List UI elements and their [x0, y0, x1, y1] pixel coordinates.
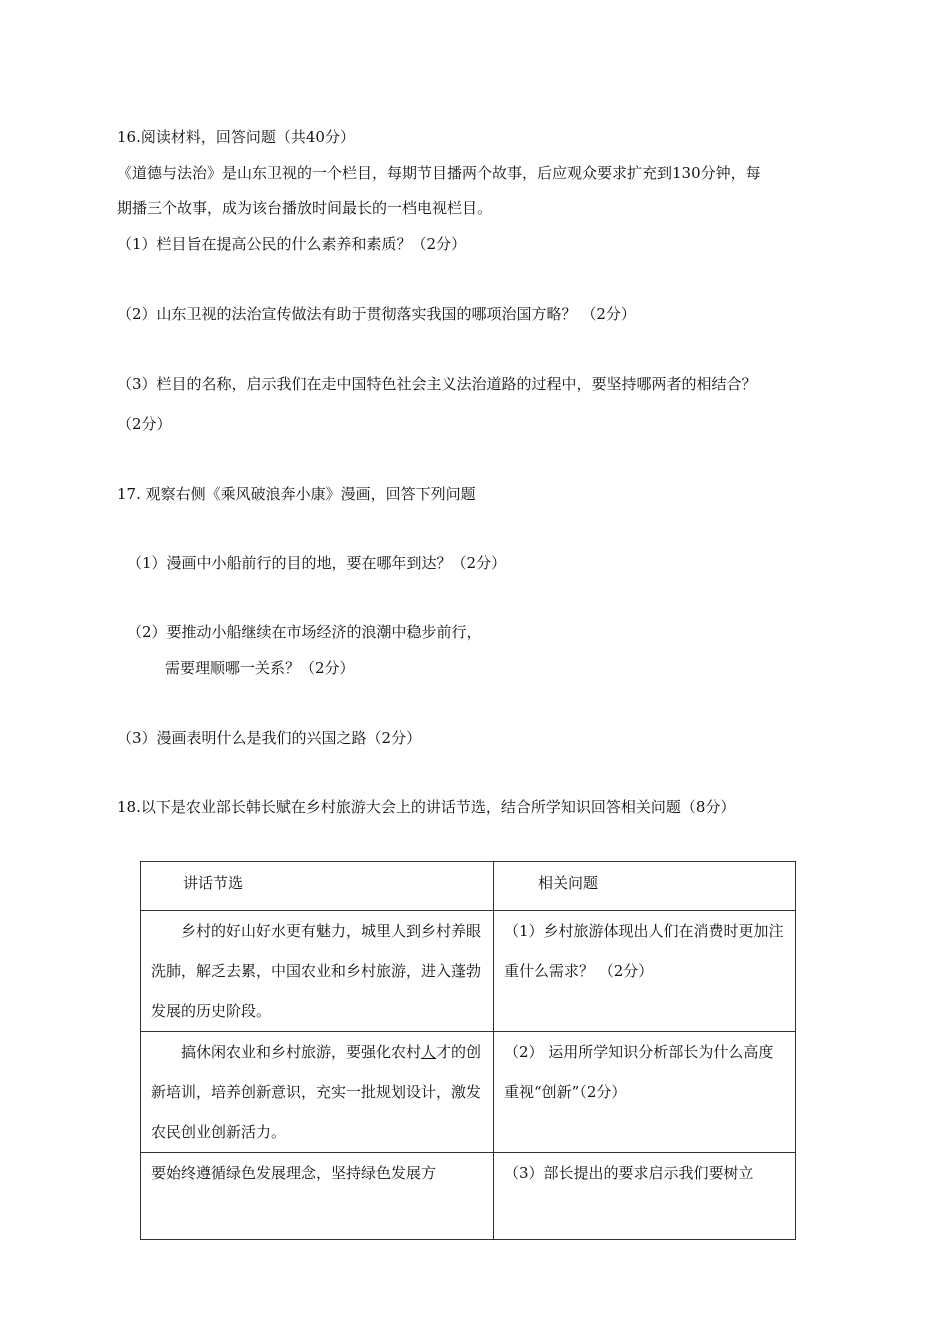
q18-title: 18.以下是农业部长韩长赋在乡村旅游大会上的讲话节选，结合所学知识回答相关问题（8分）: [117, 798, 736, 816]
q16-sub2: （2）山东卫视的法治宣传做法有助于贯彻落实我国的哪项治国方略？ （2分）: [117, 305, 636, 323]
speech-text-part2: 才的创新培训，培养创新意识，充实一批规划设计，激发农民创业创新活力。: [151, 1043, 482, 1141]
table-cell-question: （1）乡村旅游体现出人们在消费时更加注重什么需求？ （2分）: [494, 911, 796, 1032]
table-row: [141, 1153, 796, 1240]
table-cell-speech: 乡村的好山好水更有魅力，城里人到乡村养眼洗肺，解乏去累，中国农业和乡村旅游，进入蓬勃发展的历史阶段。: [141, 911, 494, 1032]
table-row: [141, 1032, 796, 1153]
speech-text-underlined: 人: [421, 1043, 437, 1061]
table-row: [141, 911, 796, 1032]
table-cell-speech: 要始终遵循绿色发展理念，坚持绿色发展方: [141, 1153, 494, 1240]
q18-table: [140, 861, 796, 1240]
table-cell-question: （2） 运用所学知识分析部长为什么高度重视“创新”（2分）: [494, 1032, 796, 1153]
table-header-left: [141, 862, 494, 911]
q16-sub1: （1）栏目旨在提高公民的什么素养和素质？（2分）: [117, 235, 467, 253]
q17-sub2-line2: 需要理顺哪一关系？（2分）: [165, 659, 355, 677]
table-header-right: [494, 862, 796, 911]
q16-sub3-line2: （2分）: [117, 415, 172, 433]
header-right-label: 相关问题: [538, 874, 599, 892]
table-cell-question: （3）部长提出的要求启示我们要树立: [494, 1153, 796, 1240]
speech-text-part1: 搞休闲农业和乡村旅游，要强化农村: [181, 1043, 422, 1061]
q16-material-line2: 期播三个故事，成为该台播放时间最长的一档电视栏目。: [117, 199, 493, 217]
q17-sub1: （1）漫画中小船前行的目的地，要在哪年到达？（2分）: [127, 554, 507, 572]
q17-title: 17. 观察右侧《乘风破浪奔小康》漫画，回答下列问题: [117, 485, 476, 503]
q16-title: 16.阅读材料，回答问题（共40分）: [117, 128, 355, 146]
q17-sub3: （3）漫画表明什么是我们的兴国之路（2分）: [117, 729, 422, 747]
header-left-label: 讲话节选: [183, 874, 244, 892]
q16-material-line1: 《道德与法治》是山东卫视的一个栏目，每期节目播两个故事，后应观众要求扩充到130分钟，每: [117, 164, 761, 182]
table-header-row: [141, 862, 796, 911]
table-cell-speech: [141, 1032, 494, 1153]
q16-sub3-line1: （3）栏目的名称，启示我们在走中国特色社会主义法治道路的过程中，要坚持哪两者的相结合？: [117, 375, 757, 393]
q17-sub2-line1: （2）要推动小船继续在市场经济的浪潮中稳步前行，: [127, 623, 482, 641]
